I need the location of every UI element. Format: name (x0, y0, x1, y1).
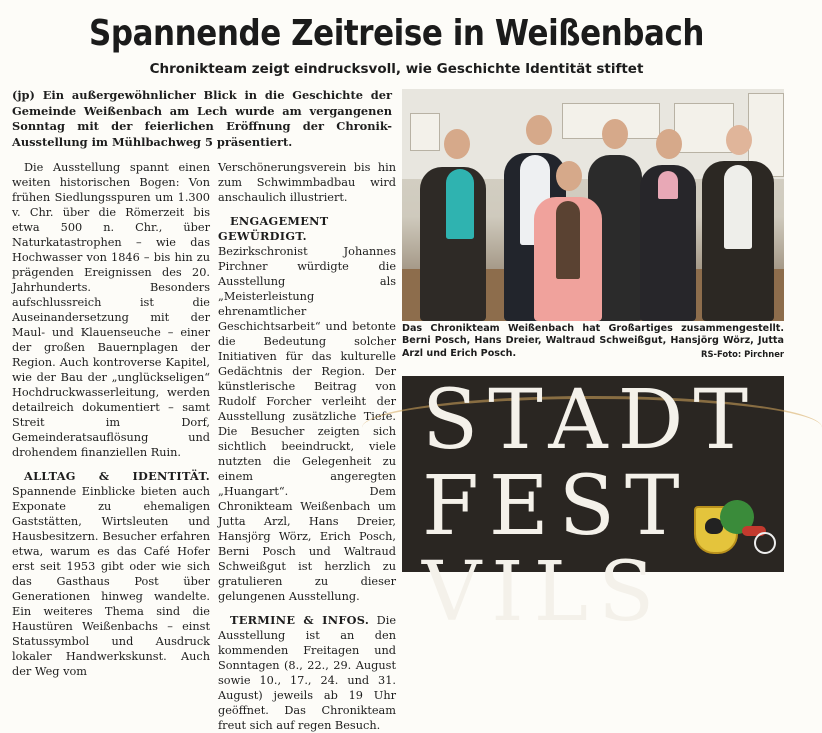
person-head (726, 125, 752, 155)
section-label-dates: TERMINE & INFOS. (230, 613, 370, 627)
person-shirt (556, 201, 580, 279)
paragraph-dates-text: Die Ausstellung ist an den kommenden Freitagen und Sonntagen (8., 22., 29. August sowie 10., 17., 24. und 31. August) jeweils ab 19 Uhr geöffnet. Das Chronikteam freut sich auf regen Besuch. (218, 614, 397, 732)
advert-word-3: VILS (422, 545, 665, 640)
paragraph-continued: Verschönerungsverein bis hin zum Schwimmbadbau wird anschaulich illustriert. (218, 161, 396, 204)
lead-paragraph: (jp) Ein außergewöhnlicher Blick in die Geschichte der Gemeinde Weißenbach am Lech wurde am vergangenen Sonntag mit der feierlichen Eröffnung der Chronik-Ausstellung im Mühlbachweg 5 präsentiert. (12, 88, 392, 149)
person-head (526, 115, 552, 145)
person-shirt (658, 171, 678, 199)
paragraph-identity-text: Spannende Einblicke bieten auch Exponate zu ehemaligen Gaststätten, Wirtsleuten und Hausbesitzern. Besucher erfahren etwa, warum es das Café Hofer erst seit 1953 gibt oder wie sich das Gasthaus Post über Generationen hinweg wandelte. Ein weiteres Thema sind die Haustüren Weißenbachs – einst Statussymbol und Ausdruck lokaler Handwerkskunst. Auch der Weg vom (12, 485, 210, 678)
wall-poster (674, 103, 734, 153)
stadtfest-advert (402, 373, 784, 640)
person-shirt (724, 165, 752, 249)
photo-credit: RS-Foto: Pirchner (701, 349, 784, 359)
advert-word-1: STADT (422, 373, 759, 468)
advert-word-2: FEST (422, 459, 690, 554)
festival-ring-icon (754, 532, 776, 554)
person-head (444, 129, 470, 159)
section-label-engagement: ENGAGEMENT GEWÜRDIGT. (218, 214, 329, 243)
subheadline: Chronikteam zeigt eindrucksvoll, wie Geschichte Identität stiftet (149, 61, 644, 77)
paragraph-identity (12, 469, 210, 679)
group-photo (402, 89, 784, 321)
section-label-identity: ALLTAG & IDENTITÄT. (24, 469, 210, 483)
wall-poster (410, 113, 440, 151)
paragraph-dates (218, 613, 396, 733)
person-head (556, 161, 582, 191)
paragraph-history: Die Ausstellung spannt einen weiten historischen Bogen: Von frühen Siedlungsspuren um 1.300 v. Chr. über die Römerzeit bis etwa 500 n. Chr., über Naturkatastrophen – wie das Hochwasser von 1846 – bis hin zu prägenden Ereignissen des 20. Jahrhunderts. Besonders aufschlussreich ist die Auseinandersetzung mit der Maul- und Klauenseuche – einer der großen Bauernplagen der Region. Auch kontroverse Kapitel, wie der Bau der „unglückseligen“ Hochdruckwasserleitung, werden detailreich dokumentiert – samt Streit im Dorf, Gemeinderatsauflösung und drohendem finanziellen Ruin. (12, 161, 210, 459)
person-shirt (446, 169, 474, 239)
headline: Spannende Zeitreise in Weißenbach (88, 13, 705, 54)
person-head (656, 129, 682, 159)
paragraph-engagement-text: Bezirkschronist Johannes Pirchner würdigte die Ausstellung als „Meisterleistung ehrenamtlicher Geschichtsarbeit“ und betonte die Bedeutung solcher Initiativen für das kulturelle Gedächtnis der Region. Der künstlerische Beitrag von Rudolf Forcher verleiht der Ausstellung zusätzliche Tiefe. Die Besucher zeigten sich sichtlich beeindruckt, viele nutzten die Gelegenheit zu einem angeregten „Huangart“. Dem Chronikteam Weißenbach um Jutta Arzl, Hans Dreier, Hansjörg Wörz, Erich Posch, Berni Posch und Waltraud Schweißgut ist herzlich zu gratulieren zu dieser gelungenen Ausstellung. (218, 245, 396, 603)
person-head (602, 119, 628, 149)
photo-caption: Das Chronikteam Weißenbach hat Großartiges zusammengestellt. Berni Posch, Hans Dreier, Waltraud Schweißgut, Hansjörg Wörz, Jutta Arzl und Erich Posch. (402, 323, 784, 359)
column-2 (218, 160, 396, 733)
paragraph-engagement (218, 214, 396, 604)
column-1 (12, 160, 210, 679)
